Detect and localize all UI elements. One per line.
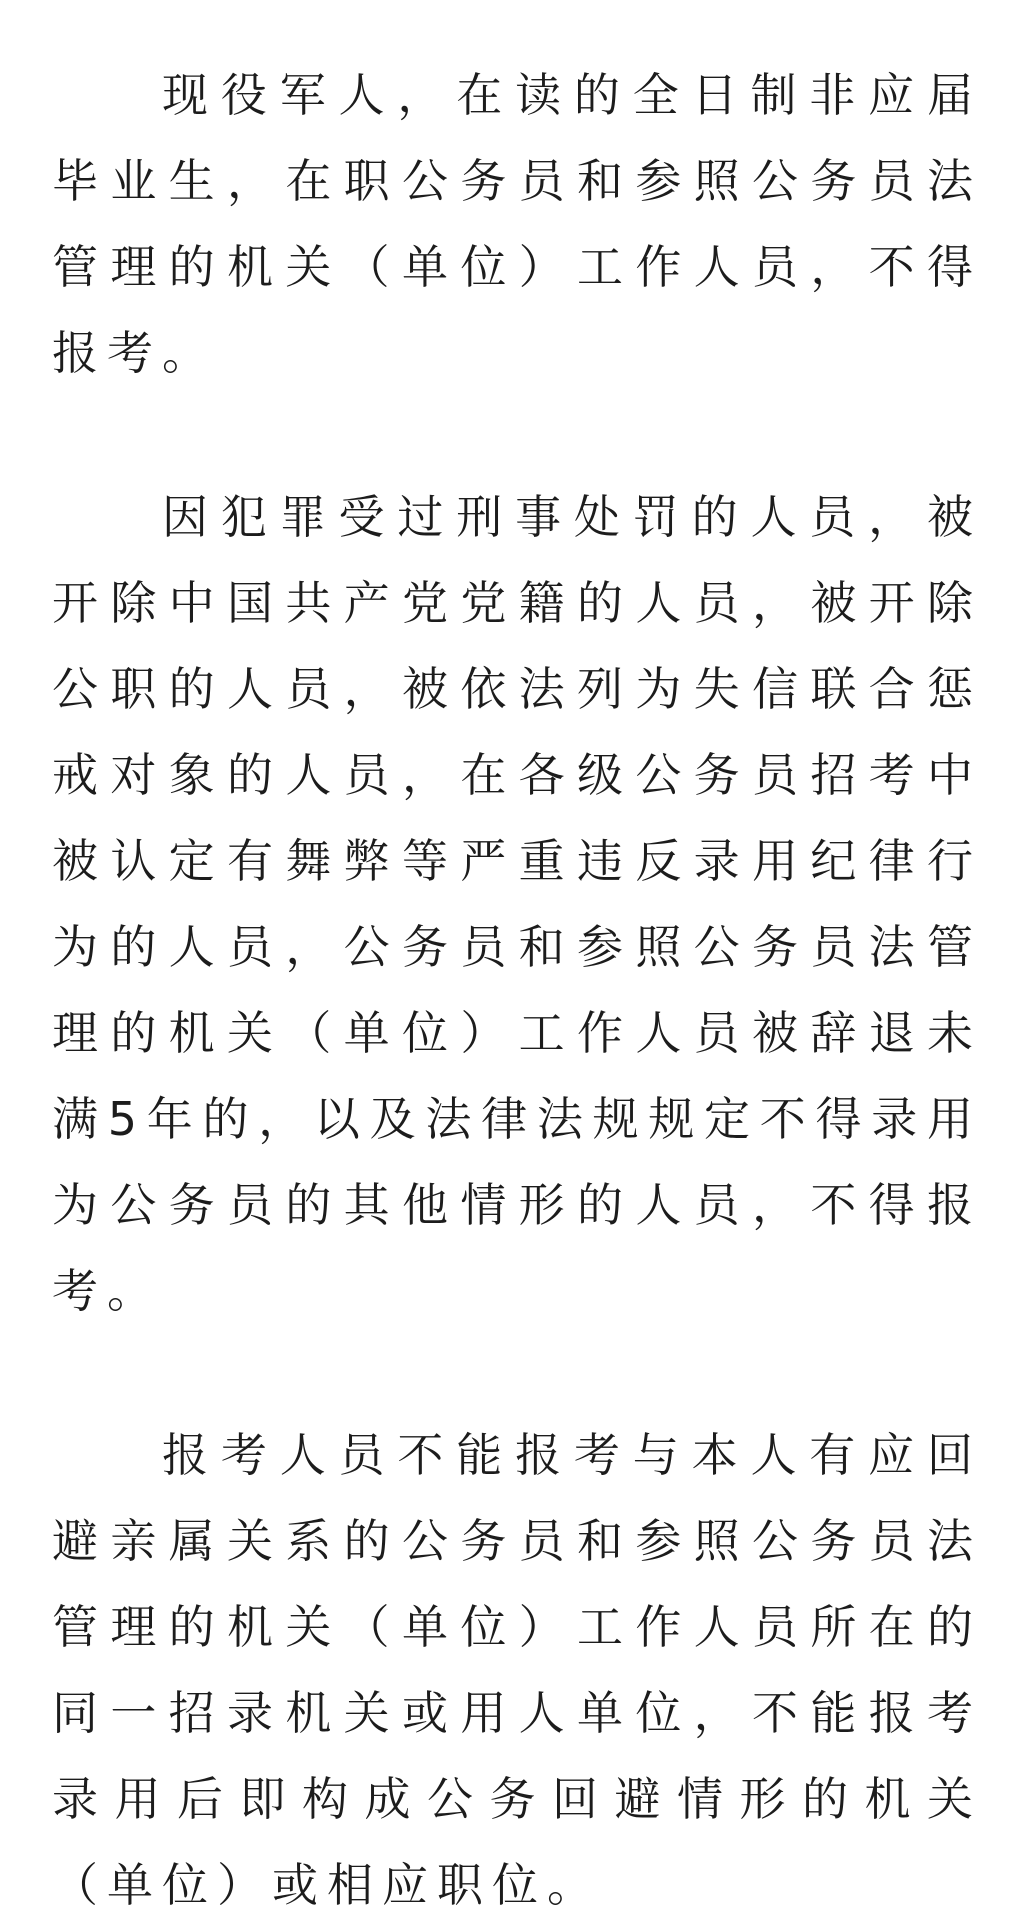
paragraph-avoidance-rules: 报考人员不能报考与本人有应回避亲属关系的公务员和参照公务员法管理的机关（单位）工作人员所在的同一招录机关或用人单位，不能报考录用后即构成公务回避情形的机关（单位）或相应职位。: [52, 1428, 982, 1912]
document-body: [52, 52, 982, 1928]
paragraph-disqualified-persons: 因犯罪受过刑事处罚的人员，被开除中国共产党党籍的人员，被开除公职的人员，被依法列为失信联合惩戒对象的人员，在各级公务员招考中被认定有舞弊等严重违反录用纪律行为的人员，公务员和参照公务员法管理的机关（单位）工作人员被辞退未满5年的，以及法律法规规定不得录用为公务员的其他情形的人员，不得报考。: [52, 490, 982, 1318]
paragraph-ineligible-personnel: 现役军人，在读的全日制非应届毕业生，在职公务员和参照公务员法管理的机关（单位）工作人员，不得报考。: [52, 68, 982, 380]
